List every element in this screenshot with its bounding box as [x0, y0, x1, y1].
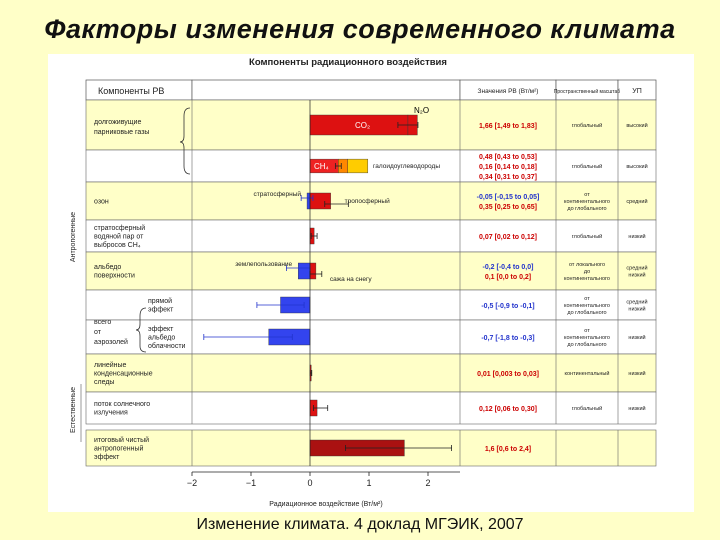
row-losu: средний: [626, 198, 648, 205]
x-tick-label: 0: [307, 478, 313, 488]
row-losu: низкий: [628, 370, 646, 377]
row-label: стратосферный водяной пар от выбросов CH₄: [94, 224, 146, 249]
row-scale: глобальный: [571, 233, 603, 240]
row-value: 0,01 [0,003 to 0,03]: [477, 371, 539, 378]
row-losu: низкий: [628, 233, 646, 240]
row-value: -0,5 [-0,9 to -0,1]: [481, 303, 535, 310]
bar-label: CH₄: [314, 162, 329, 171]
bar-black-carbon-snow: [310, 263, 316, 279]
row-value: 0,48 [0,43 to 0,53]: [479, 154, 537, 161]
row-label: альбедо поверхности: [94, 264, 135, 280]
bar-annotation: землепользование: [235, 261, 293, 268]
row-value: 0,1 [0,0 to 0,2]: [484, 274, 532, 281]
row-losu: высокий: [626, 122, 648, 129]
row-scale: от континентального до глобального: [564, 327, 610, 348]
row-losu: низкий: [628, 334, 646, 341]
row-value: -0,05 [-0,15 to 0,05]: [476, 194, 540, 201]
x-axis-label: Радиационное воздействие (Вт/м²): [269, 501, 383, 508]
row-value: -0,7 [-1,8 to -0,3]: [481, 335, 535, 342]
row-label: итоговый чистый антропогенный эффект: [94, 436, 150, 461]
row-value: 1,6 [0,6 to 2,4]: [484, 446, 532, 453]
row-losu: высокий: [626, 163, 648, 170]
group-label-aerosol: всего от аэрозолей: [94, 319, 128, 346]
bar-ozone-strat: [307, 193, 310, 209]
row-label: озон: [94, 198, 109, 206]
bar-annotation: галоидоуглеводороды: [373, 163, 440, 170]
row-background: [86, 252, 656, 290]
bar-annotation: сажа на снегу: [329, 276, 372, 283]
row-background: [86, 392, 656, 424]
x-tick-label: 2: [425, 478, 431, 488]
x-axis: [187, 472, 460, 488]
chart-title: Компоненты радиационного воздействия: [249, 57, 447, 68]
row-scale: от континентального до глобального: [564, 191, 610, 212]
side-label-anthropogenic: Антропогенные: [70, 211, 77, 263]
row-value: -0,2 [-0,4 to 0,0]: [482, 264, 534, 271]
row-value: 0,12 [0,06 to 0,30]: [479, 406, 537, 413]
radiative-forcing-figure: [48, 54, 694, 512]
row-label: линейные конденсационные следы: [94, 361, 153, 386]
bar-label: CO₂: [355, 121, 371, 130]
header-losu: УП: [632, 88, 642, 95]
row-scale: глобальный: [571, 405, 603, 412]
row-scale: континентальный: [564, 370, 610, 377]
row-losu: низкий: [628, 405, 646, 412]
row-scale: от континентального до глобального: [564, 295, 610, 316]
row-value: 0,16 [0,14 to 0,18]: [479, 164, 537, 171]
bar-annotation: стратосферный: [253, 191, 302, 198]
row-label: прямой эффект: [148, 298, 174, 314]
x-tick-label: −1: [245, 478, 257, 488]
bar-label: N₂O: [413, 106, 430, 115]
row-label: поток солнечного излучения: [94, 401, 151, 417]
header-box-plot: [192, 80, 460, 100]
row-value: 0,07 [0,02 to 0,12]: [479, 234, 537, 241]
row-losu: средний низкий: [626, 299, 648, 313]
radiative-forcing-chart: [48, 54, 694, 512]
row-value: 0,35 [0,25 to 0,65]: [479, 204, 537, 211]
row-value: 0,34 [0,31 to 0,37]: [479, 174, 537, 181]
row-background: [86, 150, 656, 182]
group-label-ghg: долгоживущие парниковые газы: [94, 119, 150, 136]
x-tick-label: −2: [186, 478, 198, 488]
header-components: Компоненты РВ: [98, 86, 165, 96]
slide-caption: Изменение климата. 4 доклад МГЭИК, 2007: [196, 516, 524, 533]
bar-halocarbons2: [348, 159, 368, 173]
slide-title: Факторы изменения современного климата: [44, 14, 676, 44]
row-scale: глобальный: [571, 122, 603, 129]
row-label: эффект альбедо облачности: [148, 325, 186, 350]
bar-annotation: тропосферный: [344, 198, 390, 205]
header-values: Значения РВ (Вт/м²): [477, 88, 539, 95]
x-tick-label: 1: [366, 478, 372, 488]
row-background: [86, 220, 656, 252]
header-scale: Пространственный масштаб: [553, 89, 621, 95]
chart-rows: [86, 100, 656, 466]
bar-land-use: [298, 263, 310, 279]
row-value: 1,66 [1,49 to 1,83]: [479, 123, 537, 130]
row-losu: средний низкий: [626, 265, 648, 279]
row-scale: от локального до континентального: [564, 261, 610, 282]
side-label-natural: Естественные: [70, 386, 77, 434]
row-scale: глобальный: [571, 163, 603, 170]
